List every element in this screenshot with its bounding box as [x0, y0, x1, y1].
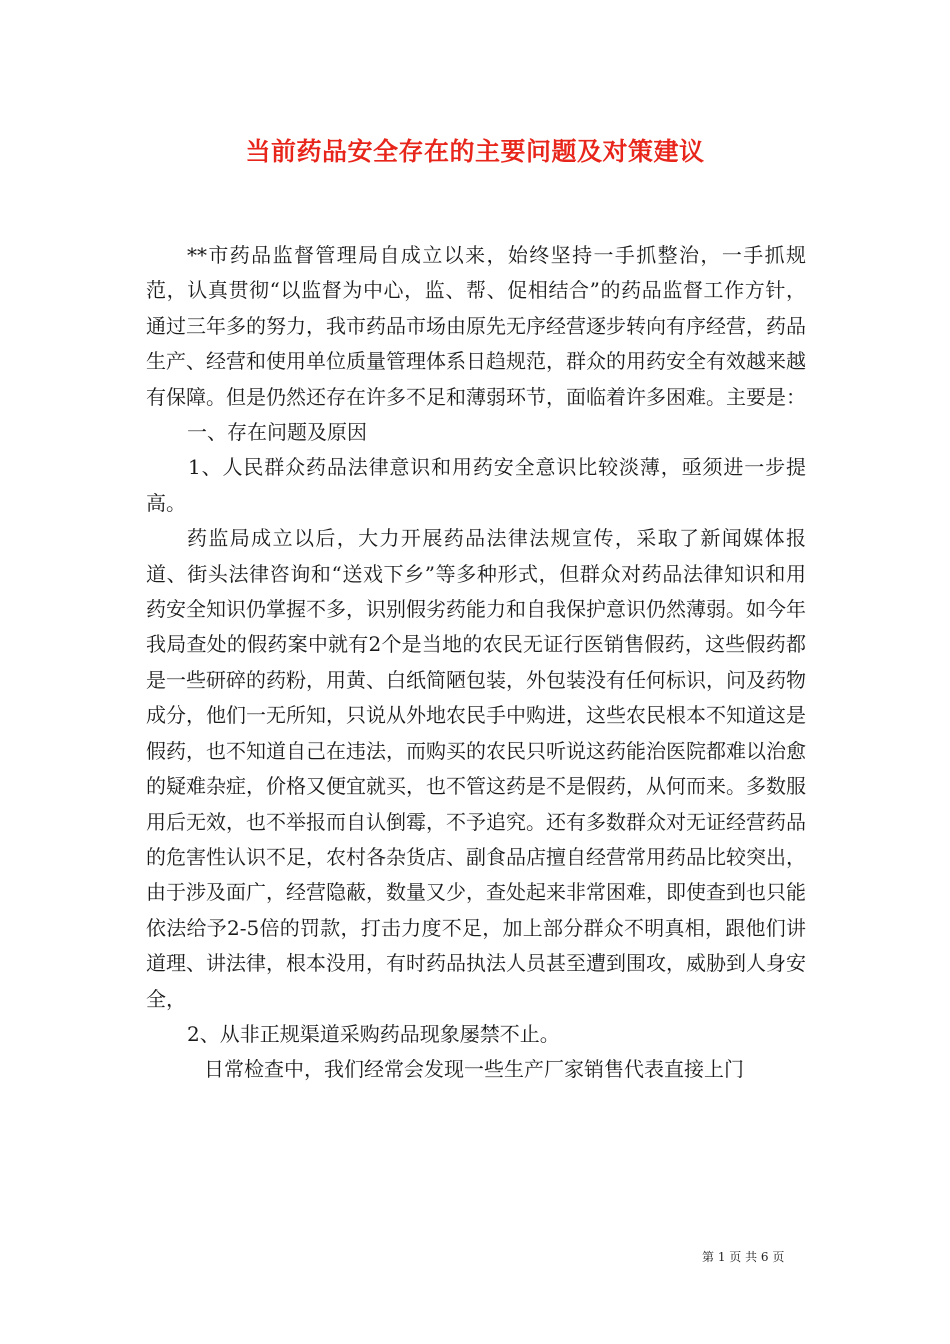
paragraph-legal-awareness: 药监局成立以后，大力开展药品法律法规宣传，采取了新闻媒体报道、街头法律咨询和“送戏下乡”等多种形式，但群众对药品法律知识和用药安全知识仍掌握不多，识别假劣药能力和自我保护意识仍然薄弱。如今年我局查处的假药案中就有2个是当地的农民无证行医销售假药，这些假药都是一些研碎的药粉，用黄、白纸简陋包装，外包装没有任何标识，问及药物成分，他们一无所知，只说从外地农民手中购进，这些农民根本不知道这是假药，也不知道自己在违法，而购买的农民只听说这药能治医院都难以治愈的疑难杂症，价格又便宜就买，也不管这药是不是假药，从何而来。多数服用后无效，也不举报而自认倒霉，不予追究。还有多数群众对无证经营药品的危害性认识不足，农村各杂货店、副食品店擅自经营常用药品比较突出，由于涉及面广，经营隐蔽，数量又少，查处起来非常困难，即使查到也只能依法给予2-5倍的罚款，打击力度不足，加上部分群众不明真相，跟他们讲道理、讲法律，根本没用，有时药品执法人员甚至遭到围攻，威胁到人身安全，: [146, 526, 806, 1011]
subheading-legal-awareness: 1、人民群众药品法律意识和用药安全意识比较淡薄，亟须进一步提高。: [146, 455, 806, 515]
subheading-irregular-channels: 2、从非正规渠道采购药品现象屡禁不止。: [187, 1021, 560, 1046]
section-heading-problems: 一、存在问题及原因: [187, 420, 367, 445]
intro-paragraph: **市药品监督管理局自成立以来，始终坚持一手抓整治，一手抓规范，认真贯彻“以监督为中心，监、帮、促相结合”的药品监督工作方针，通过三年多的努力，我市药品市场由原先无序经营逐步转向有序经营，药品生产、经营和使用单位质量管理体系日趋规范，群众的用药安全有效越来越有保障。但是仍然还存在许多不足和薄弱环节，面临着许多困难。主要是：: [146, 243, 806, 409]
document-title: 当前药品安全存在的主要问题及对策建议: [245, 137, 705, 166]
page-number-footer: 第 1 页 共 6 页: [702, 1250, 785, 1264]
document-body: [146, 238, 806, 1088]
paragraph-daily-inspection: 日常检查中，我们经常会发现一些生产厂家销售代表直接上门: [204, 1057, 744, 1082]
